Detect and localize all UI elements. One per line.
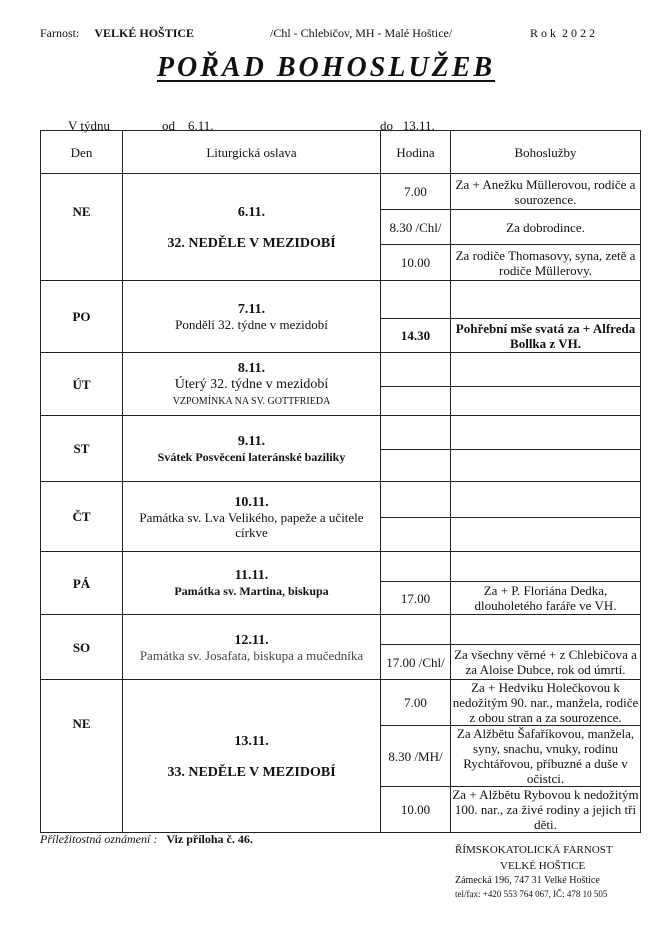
day-cell: SO — [41, 615, 123, 680]
table-header-row — [41, 131, 641, 174]
service-cell — [451, 482, 641, 518]
table-row — [41, 615, 641, 645]
col-header-feast: Liturgická oslava — [123, 131, 381, 174]
day-cell: ST — [41, 416, 123, 482]
parish-name: VELKÉ HOŠTICE — [94, 26, 195, 40]
col-header-time: Hodina — [381, 131, 451, 174]
week-from: od 6.11. — [162, 118, 214, 133]
service-cell: Za + Hedviku Holečkovou k nedožitým 90. nar., manžela, rodiče z obou stran a za sourozence. — [451, 680, 641, 726]
service-cell — [451, 416, 641, 450]
service-cell — [451, 552, 641, 582]
announcement-label: Příležitostná oznámení : — [40, 832, 158, 846]
feast-cell: 13.11. 33. NEDĚLE V MEZIDOBÍ — [123, 680, 381, 833]
time-cell — [381, 552, 451, 582]
feast-cell: 11.11. Památka sv. Martina, biskupa — [123, 552, 381, 615]
day-cell: PO — [41, 281, 123, 353]
service-cell: Za Alžbětu Šafaříkovou, manžela, syny, snachu, vnuky, rodinu Rychtářovou, příbuzné a duše v očistci. — [451, 726, 641, 787]
day-cell: ÚT — [41, 353, 123, 416]
time-cell — [381, 450, 451, 482]
table-row — [41, 281, 641, 319]
time-cell: 7.00 — [381, 174, 451, 210]
stamp-line4: tel/fax: +420 553 764 067, IČ: 478 10 505 — [455, 889, 608, 899]
service-cell: Za dobrodince. — [451, 210, 641, 245]
time-cell: 8.30 /MH/ — [381, 726, 451, 787]
service-cell: Za všechny věrné + z Chlebičova a za Aloise Dubce, rok od úmrtí. — [451, 645, 641, 680]
announcement-text: Viz příloha č. 46. — [166, 832, 253, 846]
time-cell: 8.30 /Chl/ — [381, 210, 451, 245]
parish-header — [40, 26, 194, 41]
places-legend: /Chl - Chlebičov, MH - Malé Hoštice/ — [270, 26, 453, 40]
service-cell — [451, 450, 641, 482]
feast-cell: 10.11. Památka sv. Lva Velikého, papeže a učitele církve — [123, 482, 381, 552]
week-label: V týdnu — [68, 118, 111, 133]
time-cell: 17.00 — [381, 582, 451, 615]
stamp-line1: ŘÍMSKOKATOLICKÁ FARNOST — [455, 844, 613, 856]
service-cell: Za + P. Floriána Dedka, dlouholetého faráře ve VH. — [451, 582, 641, 615]
feast-cell: 12.11. Památka sv. Josafata, biskupa a mučedníka — [123, 615, 381, 680]
day-cell: PÁ — [41, 552, 123, 615]
feast-cell: 9.11. Svátek Posvěcení lateránské baziliky — [123, 416, 381, 482]
time-cell — [381, 482, 451, 518]
time-cell — [381, 387, 451, 416]
table-row — [41, 482, 641, 518]
stamp-line2: VELKÉ HOŠTICE — [500, 860, 586, 872]
time-cell — [381, 353, 451, 387]
day-cell: NE — [41, 174, 123, 281]
time-cell — [381, 518, 451, 552]
table-row — [41, 680, 641, 726]
col-header-day: Den — [41, 131, 123, 174]
table-row — [41, 353, 641, 387]
stamp-line3: Zámecká 196, 747 31 Velké Hoštice — [455, 875, 600, 886]
time-cell: 7.00 — [381, 680, 451, 726]
service-cell: Za + Alžbětu Rybovou k nedožitým 100. nar., za živé rodiny a jejich tři děti. — [452, 787, 639, 832]
service-cell: Za rodiče Thomasovy, syna, zetě a rodiče Müllerovy. — [451, 245, 641, 281]
time-cell: 10.00 — [381, 245, 451, 281]
table-row — [41, 552, 641, 582]
service-cell — [451, 387, 641, 416]
service-cell — [451, 353, 641, 387]
service-cell — [451, 518, 641, 552]
service-cell — [451, 281, 641, 319]
service-cell — [451, 615, 641, 645]
time-cell: 17.00 /Chl/ — [381, 645, 451, 680]
day-cell: ČT — [41, 482, 123, 552]
schedule-table — [40, 130, 641, 833]
col-header-services: Bohoslužby — [451, 131, 641, 174]
announcement — [40, 832, 253, 847]
page-title: POŘAD BOHOSLUŽEB — [156, 52, 496, 83]
feast-cell: 6.11. 32. NEDĚLE V MEZIDOBÍ — [123, 174, 381, 281]
time-cell: 10.00 — [381, 787, 451, 833]
parish-label: Farnost: — [40, 26, 80, 40]
week-to: do 13.11. — [380, 118, 435, 133]
feast-cell: 8.11. Úterý 32. týdne v mezidobí VZPOMÍNKA NA SV. GOTTFRIEDA — [123, 353, 381, 416]
time-cell — [381, 281, 451, 319]
time-cell: 14.30 — [381, 319, 451, 353]
year-label: R o k 2 0 2 2 — [530, 26, 596, 40]
service-cell: Pohřební mše svatá za + Alfreda Bollka z VH. — [451, 319, 641, 353]
table-row — [41, 416, 641, 450]
feast-cell: 7.11. Pondělí 32. týdne v mezidobí — [123, 281, 381, 353]
time-cell — [381, 416, 451, 450]
service-cell: Za + Anežku Müllerovou, rodiče a sourozence. — [451, 174, 641, 210]
day-cell: NE — [41, 680, 123, 833]
parish-stamp — [455, 842, 613, 901]
table-row — [41, 174, 641, 210]
time-cell — [381, 615, 451, 645]
